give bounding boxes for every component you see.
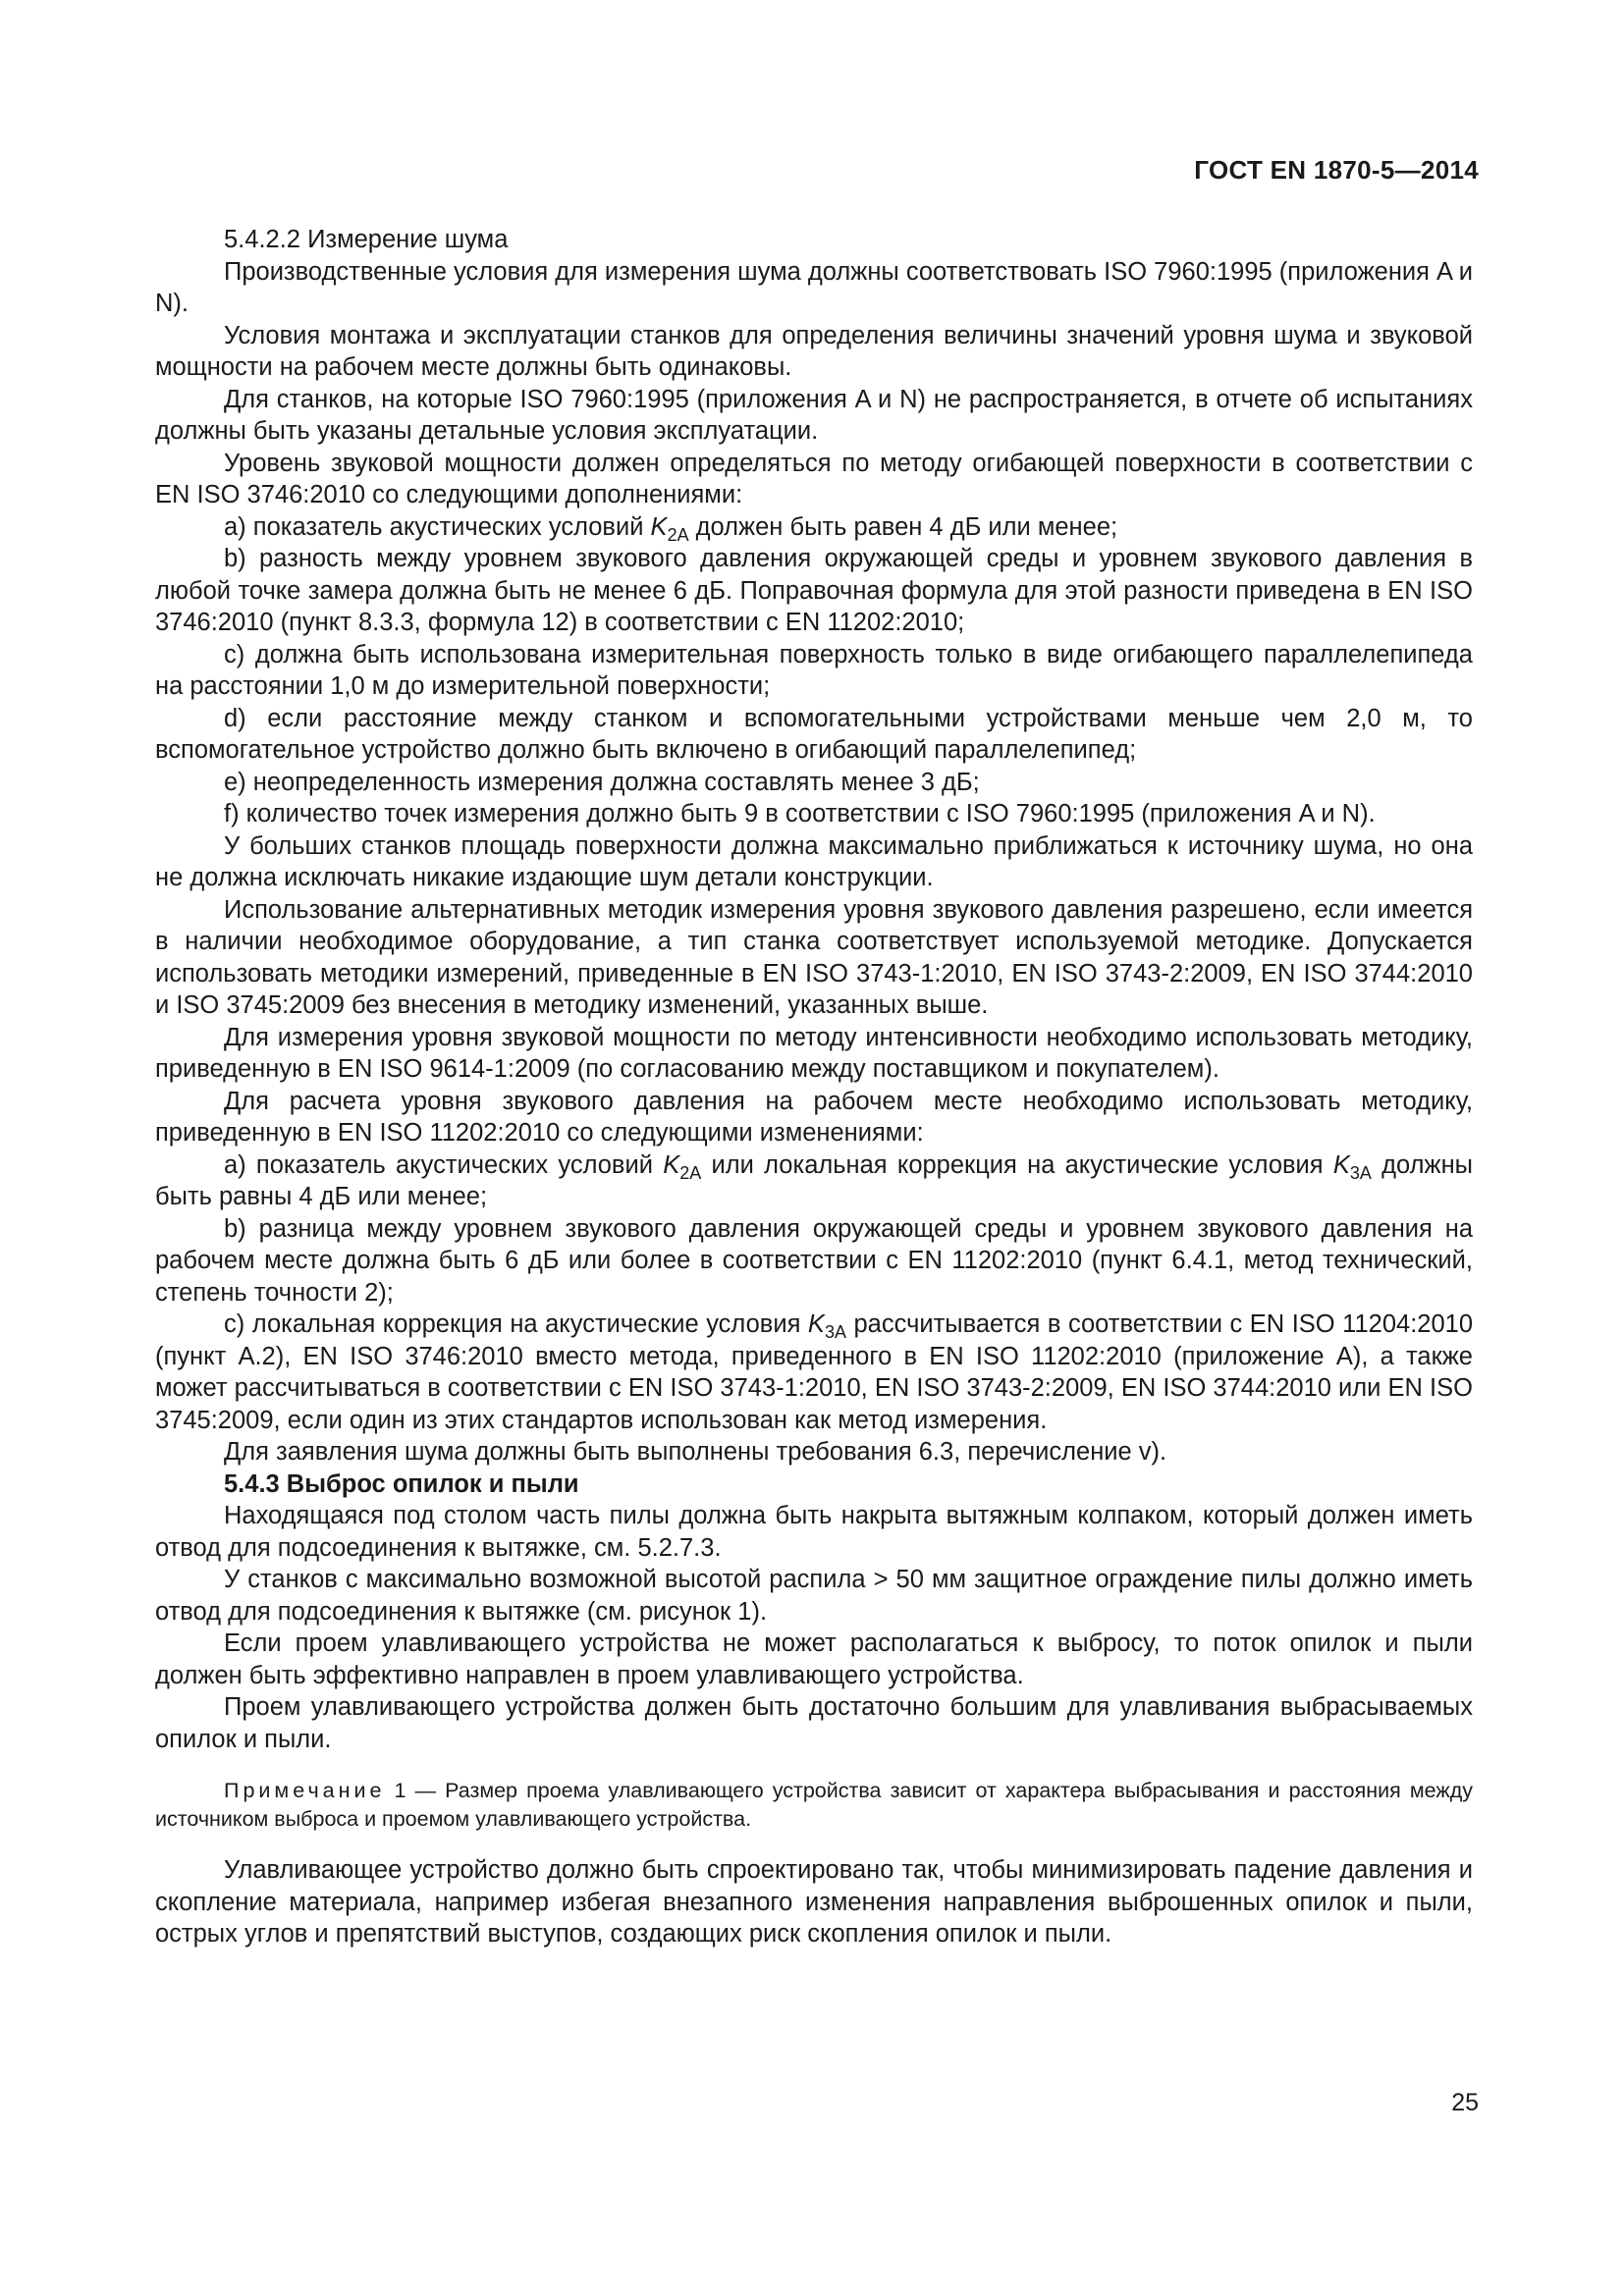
text-fragment: a) показатель акустических условий	[224, 512, 651, 541]
page-number: 25	[1451, 2089, 1479, 2116]
paragraph: Использование альтернативных методик измерения уровня звукового давления разрешено, если имеется в наличии необходимое оборудование, а тип станка соответствует используемой методике. Допускается использовать методики измерений, приведенные в EN ISO 3743-1:2010, EN ISO 3743-2:2009, EN ISO 3744:2010 и ISO 3745:2009 без внесения в методику изменений, указанных выше.	[155, 895, 1473, 1019]
note-label: Примечание	[224, 1779, 386, 1802]
list-item-e: e) неопределенность измерения должна составлять менее 3 дБ;	[224, 768, 980, 796]
list-item-a	[155, 1149, 1473, 1213]
list-item-f: f) количество точек измерения должно быть 9 в соответствии с ISO 7960:1995 (приложения A и N).	[224, 800, 1376, 828]
note	[155, 1777, 1473, 1833]
text-fragment: или локальная коррекция на акустические условия	[701, 1150, 1333, 1179]
paragraph: Если проем улавливающего устройства не может располагаться к выбросу, то поток опилок и пыли должен быть эффективно направлен в проем улавливающего устройства.	[155, 1629, 1473, 1689]
paragraph: Улавливающее устройство должно быть спроектировано так, чтобы минимизировать падение давления и скопление материала, например избегая внезапного изменения направления выброшенных опилок и пыли, острых углов и препятствий выступов, создающих риск скопления опилок и пыли.	[155, 1856, 1473, 1948]
text-fragment: рассчитывается в соответствии с EN ISO 11204:2010 (пункт A.2), EN ISO 3746:2010 вместо метода, приведенного в EN ISO 11202:2010 (приложение A), а также может рассчитываться в соответствии с EN ISO 3743-1:2010, EN ISO 3743-2:2009, EN ISO 3744:2010 или EN ISO 3745:2009, если один из этих стандартов использован как метод измерения.	[155, 1310, 1474, 1434]
symbol-subscript: 3A	[824, 1322, 846, 1342]
paragraph: Проем улавливающего устройства должен быть достаточно большим для улавливания выбрасываемых опилок и пыли.	[155, 1693, 1473, 1753]
text-fragment: a) показатель акустических условий	[224, 1150, 664, 1179]
paragraph: У больших станков площадь поверхности должна максимально приближаться к источнику шума, но она не должна исключать никакие издающие шум детали конструкции.	[155, 831, 1473, 891]
paragraph: Для заявления шума должны быть выполнены требования 6.3, перечисление v).	[224, 1438, 1167, 1466]
list-item-a	[155, 511, 1473, 544]
symbol-k	[650, 512, 689, 545]
symbol-letter: K	[1332, 1150, 1350, 1179]
text-fragment: должны быть равны 4 дБ или менее;	[155, 1150, 1474, 1210]
section-5-4-2-2-title: 5.4.2.2 Измерение шума	[224, 226, 509, 253]
symbol-letter: K	[650, 512, 668, 541]
paragraph: Для измерения уровня звуковой мощности по методу интенсивности необходимо использовать методику, приведенную в EN ISO 9614-1:2009 (по согласованию между поставщиком и покупателем).	[155, 1023, 1473, 1083]
list-item-b: b) разность между уровнем звукового давления окружающей среды и уровнем звукового давления в любой точке замера должна быть не менее 6 дБ. Поправочная формула для этой разности приведена в EN ISO 3746:2010 (пункт 8.3.3, формула 12) в соответствии с EN 11202:2010;	[155, 545, 1473, 636]
note-text: 1 — Размер проема улавливающего устройства зависит от характера выбрасывания и расстояния между источником выброса и проемом улавливающего устройства.	[155, 1779, 1473, 1831]
symbol-subscript: 2A	[679, 1162, 702, 1183]
paragraph: Находящаяся под столом часть пилы должна быть накрыта вытяжным колпаком, который должен иметь отвод для подсоединения к вытяжке, см. 5.2.7.3.	[155, 1502, 1473, 1562]
list-item-c	[155, 1308, 1473, 1436]
page-content	[155, 224, 1473, 1950]
list-item-c: c) должна быть использована измерительная поверхность только в виде огибающего параллелепипеда на расстоянии 1,0 м до измерительной поверхности;	[155, 640, 1473, 700]
paragraph: У станков с максимально возможной высотой распила > 50 мм защитное ограждение пилы должно иметь отвод для подсоединения к вытяжке (см. рисунок 1).	[155, 1566, 1473, 1626]
symbol-subscript: 3A	[1349, 1162, 1372, 1183]
text-fragment: c) локальная коррекция на акустические условия	[224, 1310, 808, 1338]
section-5-4-3-title: 5.4.3 Выброс опилок и пыли	[224, 1469, 579, 1498]
symbol-k	[1332, 1150, 1372, 1183]
symbol-k	[807, 1310, 846, 1342]
symbol-letter: K	[663, 1150, 680, 1179]
paragraph: Уровень звуковой мощности должен определяться по методу огибающей поверхности в соответствии с EN ISO 3746:2010 со следующими дополнениями:	[155, 449, 1473, 508]
symbol-letter: K	[807, 1310, 825, 1338]
text-fragment: должен быть равен 4 дБ или менее;	[688, 512, 1118, 541]
paragraph: Производственные условия для измерения шума должны соответствовать ISO 7960:1995 (приложения A и N).	[155, 257, 1473, 317]
symbol-k	[663, 1150, 702, 1183]
list-item-d: d) если расстояние между станком и вспомогательными устройствами меньше чем 2,0 м, то вспомогательное устройство должно быть включено в огибающий параллелепипед;	[155, 704, 1473, 764]
list-item-b: b) разница между уровнем звукового давления окружающей среды и уровнем звукового давления на рабочем месте должна быть 6 дБ или более в соответствии с EN 11202:2010 (пункт 6.4.1, метод технический, степень точности 2);	[155, 1214, 1473, 1307]
standard-header: ГОСТ EN 1870-5—2014	[1194, 155, 1479, 185]
symbol-subscript: 2A	[667, 524, 689, 545]
paragraph: Для станков, на которые ISO 7960:1995 (приложения A и N) не распространяется, в отчете об испытаниях должны быть указаны детальные условия эксплуатации.	[155, 385, 1473, 445]
paragraph: Для расчета уровня звукового давления на рабочем месте необходимо использовать методику, приведенную в EN ISO 11202:2010 со следующими изменениями:	[155, 1087, 1473, 1147]
paragraph: Условия монтажа и эксплуатации станков для определения величины значений уровня шума и звуковой мощности на рабочем месте должны быть одинаковы.	[155, 321, 1473, 381]
